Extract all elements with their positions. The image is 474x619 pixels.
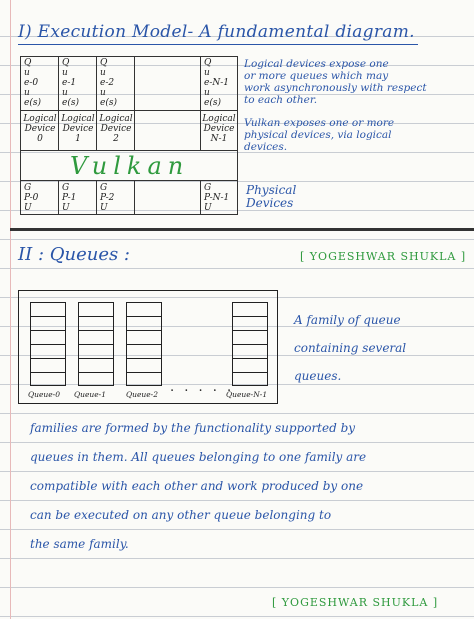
- gpu-cell-1: G P-1 U: [62, 183, 77, 213]
- queue-label-2: Queue-2: [126, 390, 158, 399]
- grid-line: [58, 180, 59, 214]
- logical-device-0: Logical Device 0: [23, 114, 57, 144]
- grid-line: [20, 150, 238, 151]
- note-physical-devices: Physical Devices: [246, 183, 297, 210]
- grid-line: [20, 214, 238, 215]
- footer-author-tag: [ YOGESHWAR SHUKLA ]: [272, 596, 439, 609]
- queue-column-n-1: [232, 302, 268, 386]
- queue-cell-2: Q u e-2 u e(s): [100, 58, 117, 108]
- margin-line: [10, 0, 11, 619]
- vulkan-label: Vulkan: [70, 152, 190, 180]
- queue-label-n-1: Queue-N-1: [226, 390, 268, 399]
- grid-line: [20, 110, 238, 111]
- title-underline: [18, 44, 418, 45]
- grid-line: [96, 180, 97, 214]
- grid-line: [96, 56, 97, 150]
- grid-line: [58, 56, 59, 150]
- logical-device-2: Logical Device 2: [99, 114, 133, 144]
- grid-line: [200, 180, 201, 214]
- queue-column-1: [78, 302, 114, 386]
- queue-column-2: [126, 302, 162, 386]
- queue-cell-1: Q u e-1 u e(s): [62, 58, 79, 108]
- queue-label-0: Queue-0: [28, 390, 60, 399]
- families-paragraph: families are formed by the functionality supported by queues in them. All queues belonging to one family are compatible with each other and work produced by one can be executed on any other queue belonging to the same family.: [30, 421, 367, 551]
- section2-heading: II : Queues :: [18, 244, 130, 265]
- queue-column-0: [30, 302, 66, 386]
- note-vulkan: Vulkan exposes one or more physical devices, via logical devices.: [244, 117, 395, 153]
- queue-cell-0: Q u e-0 u e(s): [24, 58, 41, 108]
- grid-line: [20, 56, 238, 57]
- queue-family-description: A family of queue containing several queues.: [294, 313, 407, 383]
- grid-line: [134, 180, 135, 214]
- section1-title: I) Execution Model- A fundamental diagram.: [18, 22, 415, 42]
- queue-cell-n-1: Q u e-N-1 u e(s): [204, 58, 230, 108]
- grid-line: [237, 56, 238, 214]
- author-tag: [ YOGESHWAR SHUKLA ]: [300, 250, 467, 263]
- grid-line: [20, 180, 238, 181]
- gpu-cell-n-1: G P-N-1 U: [204, 183, 230, 213]
- gpu-cell-0: G P-0 U: [24, 183, 39, 213]
- logical-device-n-1: Logical Device N-1: [202, 114, 236, 144]
- gpu-cell-2: G P-2 U: [100, 183, 115, 213]
- logical-device-1: Logical Device 1: [61, 114, 95, 144]
- ellipsis-dots: . . . . .: [170, 380, 235, 395]
- queue-label-1: Queue-1: [74, 390, 106, 399]
- grid-line: [20, 56, 21, 214]
- section-divider: [10, 228, 474, 231]
- grid-line: [134, 56, 135, 150]
- note-queues: Logical devices expose one or more queues which may work asynchronously with respect to each other.: [244, 58, 427, 106]
